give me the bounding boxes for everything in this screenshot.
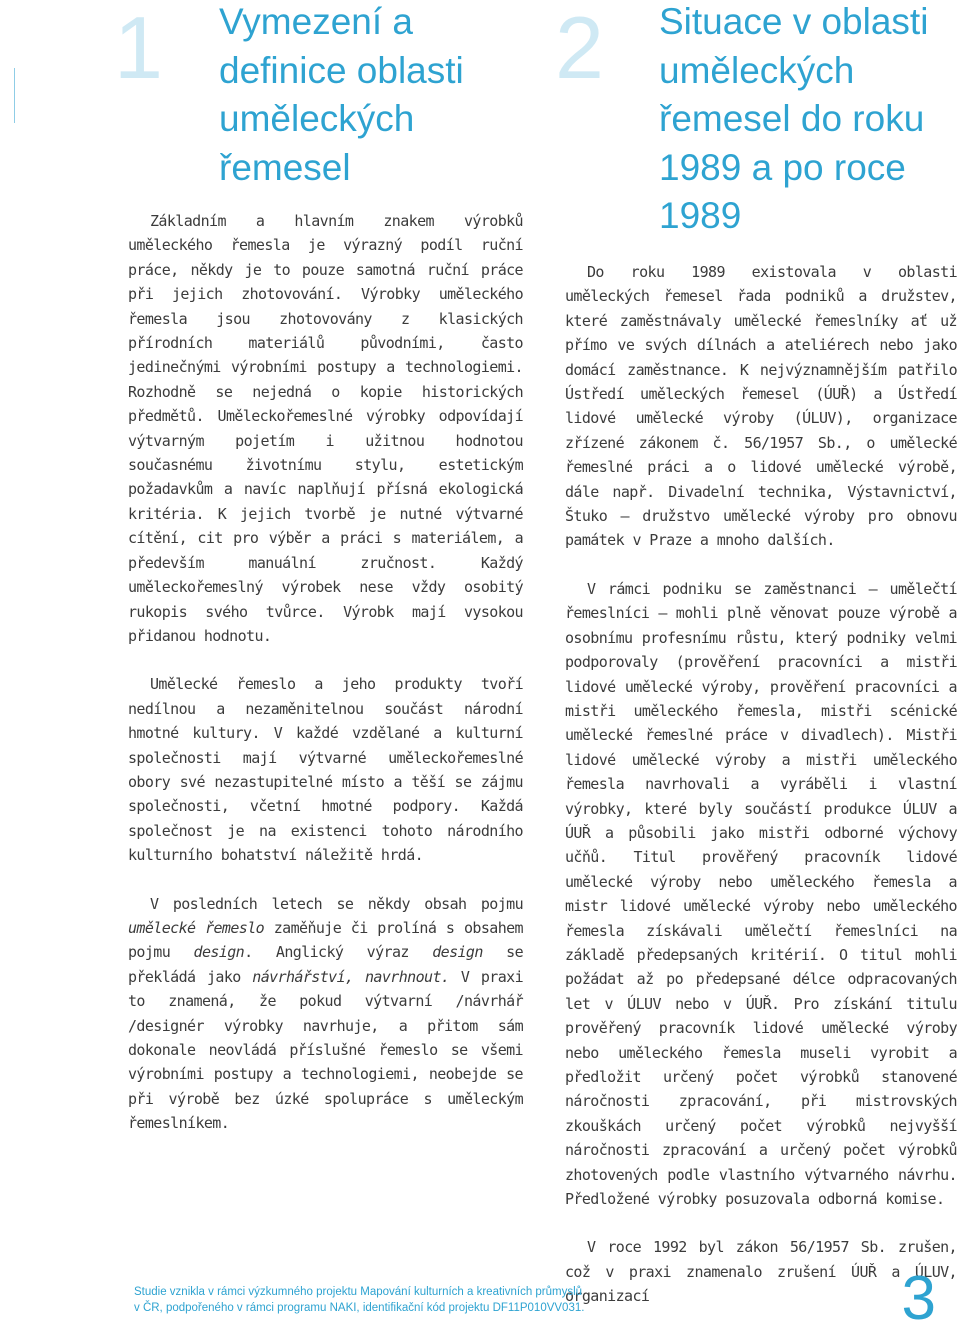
footer-line-2: v ČR, podpořeného v rámci programu NAKI, identifikační kód projektu DF11P010VV031. bbox=[134, 1302, 585, 1314]
section-1-paragraph-3: V posledních letech se někdy obsah pojmu umělecké řemeslo zaměňuje či prolíná s obsahem pojmu design. Anglický výraz design se překládá jako návrhářství, navrhnout. V praxi to znamená, že pokud výtvarní /návrhář /designér výrobky navrhuje, a přitom sám dokonale neovládá příslušné řemeslo se všemi výrobními postupy a technologiemi, neobejde se při výrobě bez úzké spolupráce s uměleckým řemeslníkem. bbox=[128, 894, 524, 1133]
section-2-paragraph-3: V roce 1992 byl zákon 56/1957 Sb. zrušen, což v praxi znamenalo zrušení ÚUŘ a ÚLUV, organizací bbox=[565, 1238, 957, 1306]
section-2-number: 2 bbox=[555, 0, 604, 97]
footer-line-1: Studie vznikla v rámci výzkumného projektu Mapování kulturních a kreativních průmyslů bbox=[134, 1286, 583, 1298]
section-1-paragraph-2: Umělecké řemeslo a jeho produkty tvoří nedílnou a nezaměnitelnou součást národní hmotné kultury. V každé vzdělané a kulturní společnosti mají výtvarné uměleckořemeslné obory své nezastupitelné místo a těší se zájmu společnosti, včetní hmotné podpory. Každá společnost je na existenci tohoto národního kulturního bohatství náležitě hrdá. bbox=[128, 675, 523, 865]
page-number: 3 bbox=[901, 1264, 936, 1333]
section-2-body bbox=[565, 260, 957, 1309]
section-2-title: Situace v oblasti uměleckých řemesel do roku 1989 a po roce 1989 bbox=[659, 1, 929, 236]
section-2-paragraph-2: V rámci podniku se zaměstnanci – umělečtí řemeslníci – mohli plně věnovat pouze výrobě a osobnímu profesnímu růstu, který podniky velmi podporovaly (prověření pracovníci a mistři lidové umělecké výroby, prověření pracovníci a mistři uměleckého řemesla, mistři scénické umělecké řemeslné práce v divadlech). Mistři lidové umělecké výroby a mistři uměleckého řemesla navrhovali a vyráběli i vlastní výrobky, které byly součástí produkce ÚLUV a ÚUŘ a působili jako mistři odborné výchovy učňů. Titul prověřený pracovník lidové umělecké výroby nebo uměleckého řemesla a mistr lidové umělecké výroby nebo uměleckého řemesla získávali umělečtí řemeslníci na základě předepsaných kritérií. O titul mohli požádat až po předepsané délce odpracovaných let v ÚLUV nebo v ÚUŘ. Pro získání titulu prověřený pracovník lidové umělecké výroby nebo uměleckého řemesla museli vyrobit a předložit určený počet výrobků stanovené náročnosti zpracování, při mistrovských zkouškách určený počet výrobků nejvyšší náročnosti zpracování a určený počet výrobků zhotovených podle vlastního výtvarného návrhu. Předložené výrobky posuzovala odborná komise. bbox=[565, 579, 957, 1209]
section-1-paragraph-1: Základním a hlavním znakem výrobků uměleckého řemesla je výrazný podíl ruční práce, někdy je to pouze samotná ruční práce při jejich zhotovování. Výrobky uměleckého řemesla jsou zhotovovány z klasických přírodních materiálů původními, často jedinečnými výrobními postupy a technologiemi. Rozhodně se nejedná o kopie historických předmětů. Uměleckořemeslné výrobky odpovídají výtvarným pojetím i užitnou hodnotou současnému životnímu stylu, estetickým požadavkům a navíc naplňují přísná ekologická kritéria. K jejich tvorbě je nutné výtvarné cítění, cit pro výběr a práci s materiálem, a především manuální zručnost. Každý uměleckořemeslný výrobek nese vždy osobitý rukopis svého tvůrce. Výrobk mají vysokou přidanou hodnotu. bbox=[128, 212, 523, 645]
margin-rule bbox=[14, 68, 15, 123]
section-1-body bbox=[128, 209, 523, 1136]
footer-note bbox=[134, 1284, 654, 1316]
section-1-number: 1 bbox=[114, 0, 163, 97]
section-2-paragraph-1: Do roku 1989 existovala v oblasti uměleckých řemesel řada podniků a družstev, které zaměstnávaly umělecké řemeslníky ať už přímo ve svých dílnách a ateliérech nebo jako domácí zaměstnance. K nejvýznamnějším patřilo Ústředí uměleckých řemesel (ÚUŘ) a Ústředí lidové umělecké výroby (ÚLUV), organizace zřízené zákonem č. 56/1957 Sb., o umělecké řemeslné práci a o lidové umělecké výrobě, dále např. Divadelní technika, Výstavnictví, Štuko – družstvo umělecké výroby pro obnovu památek v Praze a mnoho dalších. bbox=[565, 263, 957, 550]
section-1-title: Vymezení a definice oblasti uměleckých řemesel bbox=[219, 1, 464, 188]
